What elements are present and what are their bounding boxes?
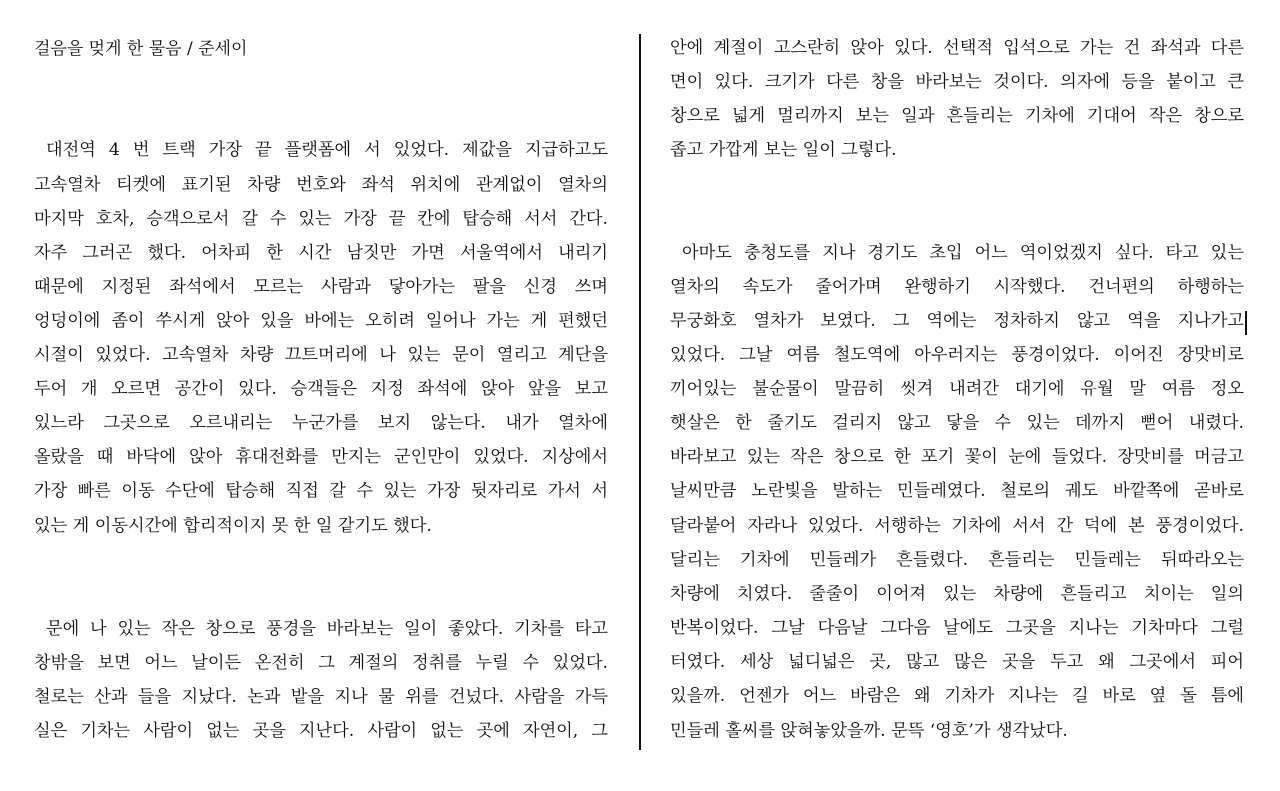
paragraph-line: 안에 계절이 고스란히 앉아 있다. 선택적 입석으로 가는 건 좌석과 다른 — [670, 38, 1244, 58]
paragraph-line: 열차의 속도가 줄어가며 완행하기 시작했다. 건너편의 하행하는 — [670, 277, 1244, 297]
paragraph-line: 끼어있는 불순물이 말끔히 씻겨 내려간 대기에 유월 말 여름 정오 — [670, 379, 1244, 399]
paragraph-line: 차량에 치였다. 줄줄이 이어져 있는 차량에 흔들리고 치이는 일의 — [670, 584, 1244, 604]
paragraph-line: 자주 그러곤 했다. 어차피 한 시간 남짓만 가면 서울역에서 내리기 — [34, 243, 608, 263]
paragraph-line: 달라붙어 자라나 있었다. 서행하는 기차에 서서 간 덕에 본 풍경이었다. — [670, 516, 1244, 536]
paragraph-line: 문에 나 있는 작은 창으로 풍경을 바라보는 일이 좋았다. 기차를 타고 — [46, 619, 608, 639]
paragraph-line: 민들레 홀씨를 앉혀놓았을까. 문뜩 ‘영호’가 생각났다. — [670, 721, 1068, 741]
paragraph-line: 무궁화호 열차가 보였다. 그 역에는 정차하지 않고 역을 지나가고 — [670, 311, 1244, 331]
paragraph-line: 고속열차 티켓에 표기된 차량 번호와 좌석 위치에 관계없이 열차의 — [34, 175, 608, 195]
paragraph-line: 반복이었다. 그날 다음날 그다음 날에도 그곳을 지나는 기차마다 그럴 — [670, 618, 1244, 638]
paragraph-line: 창으로 넓게 멀리까지 보는 일과 흔들리는 기차에 기대어 작은 창으로 — [670, 106, 1244, 126]
paragraph-line: 때문에 지정된 좌석에서 모르는 사람과 닿아가는 팔을 신경 쓰며 — [34, 277, 608, 297]
paragraph-line: 올랐을 때 바닥에 앉아 휴대전화를 만지는 군인만이 있었다. 지상에서 — [34, 447, 608, 467]
paragraph-line: 마지막 호차, 승객으로서 갈 수 있는 가장 끝 칸에 탑승해 서서 간다. — [34, 209, 608, 229]
paragraph-line: 날씨만큼 노란빛을 발하는 민들레였다. 철로의 궤도 바깥쪽에 곧바로 — [670, 481, 1244, 501]
paragraph-line: 창밖을 보면 어느 날이든 온전히 그 계절의 정취를 누릴 수 있었다. — [34, 653, 608, 673]
column-divider — [639, 34, 641, 750]
paragraph-line: 두어 개 오르면 공간이 있다. 승객들은 지정 좌석에 앉아 앞을 보고 — [34, 379, 608, 399]
paragraph-line: 면이 있다. 크기가 다른 창을 바라보는 것이다. 의자에 등을 붙이고 큰 — [670, 72, 1244, 92]
paragraph-line: 실은 기차는 사람이 없는 곳을 지난다. 사람이 없는 곳에 자연이, 그 — [34, 721, 608, 741]
paragraph-line: 대전역 4 번 트랙 가장 끝 플랫폼에 서 있었다. 제값을 지급하고도 — [46, 140, 608, 160]
paragraph-line: 있는 게 이동시간에 합리적이지 못 한 일 같기도 했다. — [34, 516, 432, 536]
paragraph-line: 좁고 가깝게 보는 일이 그렇다. — [670, 140, 897, 160]
document-title: 걸음을 멎게 한 물음 / 준세이 — [34, 39, 248, 59]
paragraph-line: 가장 빠른 이동 수단에 탑승해 직접 갈 수 있는 가장 뒷자리로 가서 서 — [34, 481, 608, 501]
text-cursor — [1245, 311, 1247, 335]
paragraph-line: 달리는 기차에 민들레가 흔들렸다. 흔들리는 민들레는 뒤따라오는 — [670, 550, 1244, 570]
paragraph-line: 엉덩이에 좀이 쑤시게 앉아 있을 바에는 오히려 일어나 가는 게 편했던 — [34, 311, 608, 331]
paragraph-line: 바라보고 있는 작은 창으로 한 포기 꽃이 눈에 들었다. 장맛비를 머금고 — [670, 447, 1244, 467]
paragraph-line: 시절이 있었다. 고속열차 차량 끄트머리에 나 있는 문이 열리고 계단을 — [34, 345, 608, 365]
paragraph-line: 철로는 산과 들을 지났다. 논과 밭을 지나 물 위를 건넜다. 사람을 가득 — [34, 687, 608, 707]
paragraph-line: 햇살은 한 줄기도 걸리지 않고 닿을 수 있는 데까지 뻗어 내렸다. — [670, 413, 1244, 433]
paragraph-line: 있느라 그곳으로 오르내리는 누군가를 보지 않는다. 내가 열차에 — [34, 413, 608, 433]
paragraph-line: 터였다. 세상 넓디넓은 곳, 많고 많은 곳을 두고 왜 그곳에서 피어 — [670, 652, 1244, 672]
paragraph-line: 아마도 충청도를 지나 경기도 초입 어느 역이었겠지 싶다. 타고 있는 — [682, 243, 1244, 263]
paragraph-line: 있을까. 언젠가 어느 바람은 왜 기차가 지나는 길 바로 옆 돌 틈에 — [670, 686, 1244, 706]
paragraph-line: 있었다. 그날 여름 철도역에 아우러지는 풍경이었다. 이어진 장맛비로 — [670, 345, 1244, 365]
